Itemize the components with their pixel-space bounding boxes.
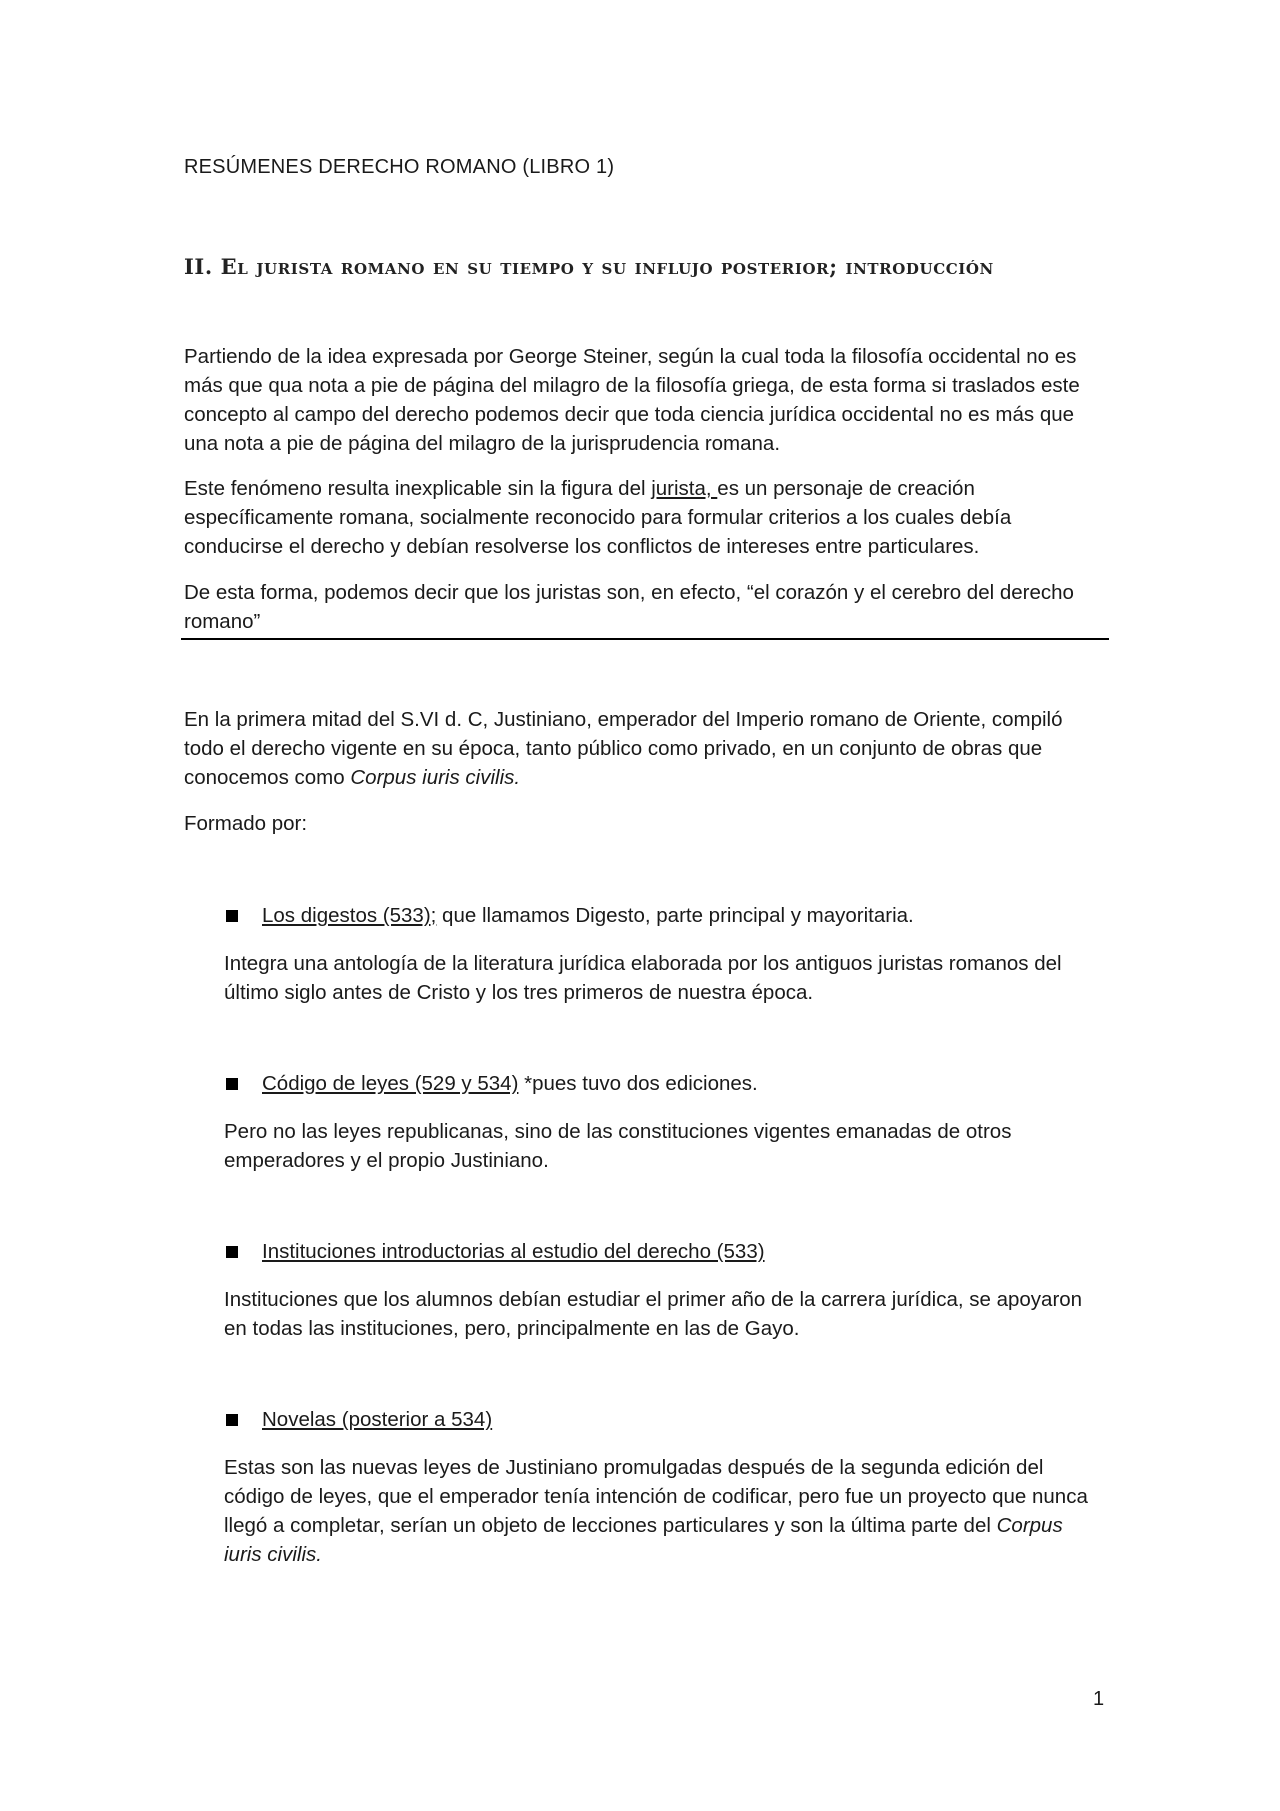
corpus-title-italic: Corpus iuris civilis. bbox=[224, 1514, 1063, 1566]
corpus-title-italic: Corpus iuris civilis. bbox=[350, 766, 521, 789]
list-item-codigo bbox=[226, 1069, 758, 1098]
list-item-novelas bbox=[226, 1405, 492, 1434]
bullet-square-icon bbox=[226, 1078, 238, 1090]
item-title-suffix: *pues tuvo dos ediciones. bbox=[518, 1072, 758, 1095]
item-description bbox=[224, 1453, 1104, 1569]
item-description: Pero no las leyes republicanas, sino de las constituciones vigentes emanadas de otros emperadores y el propio Justiniano. bbox=[224, 1120, 1012, 1172]
bullet-square-icon bbox=[226, 1246, 238, 1258]
item-title: Los digestos (533); bbox=[262, 904, 437, 927]
item-description: Instituciones que los alumnos debían estudiar el primer año de la carrera jurídica, se apoyaron en todas las instituciones, pero, principalmente en las de Gayo. bbox=[224, 1288, 1083, 1340]
intro-paragraph-2 bbox=[184, 474, 1104, 561]
bullet-square-icon bbox=[226, 1414, 238, 1426]
intro-p2-before: Este fenómeno resulta inexplicable sin la figura del bbox=[184, 477, 652, 500]
section-heading: II. El jurista romano en su tiempo y su influjo posterior; introducción bbox=[184, 254, 994, 279]
item-title: Código de leyes (529 y 534) bbox=[262, 1072, 519, 1095]
jurista-term: jurista, bbox=[651, 477, 718, 500]
bullet-square-icon bbox=[226, 910, 238, 922]
novelas-description-text: Estas son las nuevas leyes de Justiniano promulgadas después de la segunda edición del código de leyes, que el emperador tenía intención de codificar, pero fue un proyecto que nunca llegó a completar, serían un objeto de lecciones particulares y son la última parte del bbox=[224, 1456, 1088, 1537]
page-number: 1 bbox=[1093, 1688, 1105, 1710]
intro-p2-after: es un personaje de creación específicamente romana, socialmente reconocido para formular criterios a los cuales debía conducirse el derecho y debían resolverse los conflictos de intereses entre particulares. bbox=[184, 477, 1012, 558]
list-item-digestos bbox=[226, 901, 914, 930]
list-item-instituciones bbox=[226, 1237, 765, 1266]
intro-paragraph-3: De esta forma, podemos decir que los juristas son, en efecto, “el corazón y el cerebro del derecho romano” bbox=[184, 581, 1074, 633]
formado-por-label: Formado por: bbox=[184, 812, 308, 835]
item-title: Novelas (posterior a 534) bbox=[262, 1408, 493, 1431]
corpus-paragraph bbox=[184, 705, 1104, 792]
document-title: RESÚMENES DERECHO ROMANO (LIBRO 1) bbox=[184, 156, 615, 178]
item-description: Integra una antología de la literatura jurídica elaborada por los antiguos juristas romanos del último siglo antes de Cristo y los tres primeros de nuestra época. bbox=[224, 952, 1062, 1004]
section-divider bbox=[181, 638, 1109, 640]
item-title-suffix: que llamamos Digesto, parte principal y mayoritaria. bbox=[436, 904, 914, 927]
corpus-text: En la primera mitad del S.VI d. C, Justiniano, emperador del Imperio romano de Oriente, compiló todo el derecho vigente en su época, tanto público como privado, en un conjunto de obras que conocemos como bbox=[184, 708, 1063, 789]
intro-paragraph-1: Partiendo de la idea expresada por George Steiner, según la cual toda la filosofía occidental no es más que qua nota a pie de página del milagro de la filosofía griega, de esta forma si traslados este concepto al campo del derecho podemos decir que toda ciencia jurídica occidental no es más que una nota a pie de página del milagro de la jurisprudencia romana. bbox=[184, 345, 1080, 455]
item-title: Instituciones introductorias al estudio del derecho (533) bbox=[262, 1240, 765, 1263]
